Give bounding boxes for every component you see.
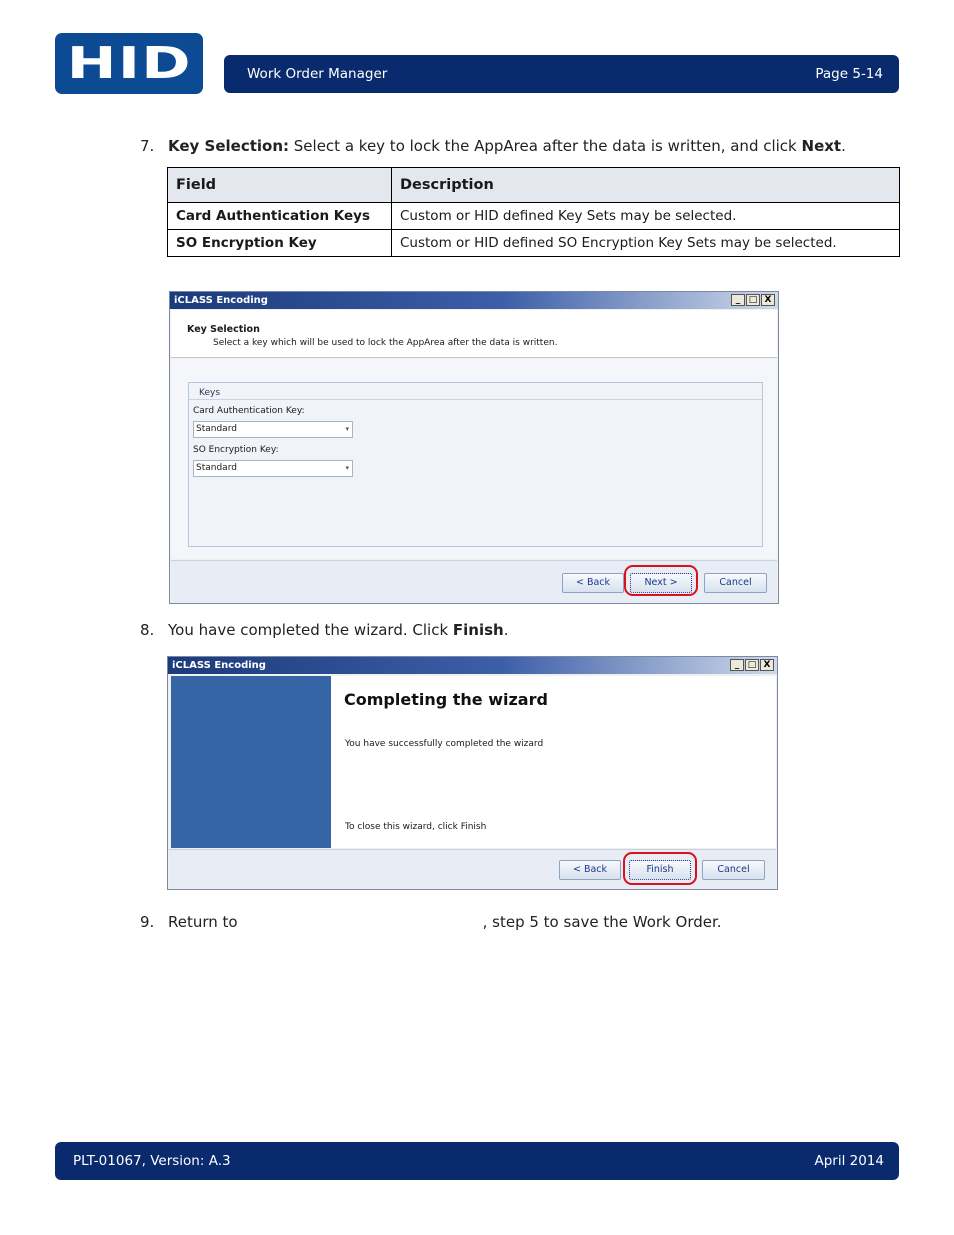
field-table <box>167 167 900 257</box>
table-header-row <box>168 168 900 203</box>
window-title: iCLASS Encoding <box>172 660 266 671</box>
step-number: 8. <box>140 621 155 639</box>
step-tail: . <box>503 621 509 639</box>
wizard-heading: Completing the wizard <box>344 690 548 709</box>
step-8 <box>140 621 509 639</box>
step-action: Finish <box>452 621 504 639</box>
so-encryption-value: Standard <box>196 463 237 473</box>
table-row <box>168 203 900 230</box>
step-text: You have completed the wizard. Click <box>168 621 453 639</box>
next-button[interactable]: Next > <box>630 573 692 593</box>
back-button[interactable]: < Back <box>562 573 624 593</box>
key-selection-window <box>169 291 779 604</box>
hid-logo <box>55 33 203 94</box>
table-header: Field <box>168 168 392 203</box>
keys-group-label: Keys <box>189 383 762 400</box>
table-cell-description: Custom or HID defined SO Encryption Key Sets may be selected. <box>392 230 900 257</box>
header-bar <box>224 55 899 93</box>
doc-date: April 2014 <box>814 1153 884 1169</box>
card-auth-select[interactable] <box>193 421 353 438</box>
table-row <box>168 230 900 257</box>
step-text-before: Return to <box>168 913 238 931</box>
table-cell-field: SO Encryption Key <box>168 230 392 257</box>
window-titlebar <box>170 292 778 309</box>
step-lead: Key Selection: <box>168 137 290 155</box>
table-cell-description: Custom or HID defined Key Sets may be selected. <box>392 203 900 230</box>
footer-bar <box>55 1142 899 1180</box>
maximize-icon[interactable]: □ <box>746 294 760 306</box>
finish-highlight <box>623 852 697 885</box>
step-number: 7. <box>140 137 155 155</box>
wizard-button-bar <box>169 849 776 889</box>
doc-title: Work Order Manager <box>247 66 388 82</box>
wizard-body <box>171 359 777 559</box>
back-button[interactable]: < Back <box>559 860 621 880</box>
table-cell-field: Card Authentication Keys <box>168 203 392 230</box>
step-7 <box>140 137 846 155</box>
wizard-side-panel <box>171 676 331 848</box>
success-text: You have successfully completed the wizard <box>345 739 544 749</box>
finish-button[interactable]: Finish <box>629 860 691 880</box>
card-auth-value: Standard <box>196 424 237 434</box>
window-titlebar <box>168 657 777 674</box>
close-icon[interactable]: X <box>760 659 774 671</box>
completing-wizard-window <box>167 656 778 890</box>
keys-group <box>188 382 763 547</box>
so-encryption-select[interactable] <box>193 460 353 477</box>
cancel-button[interactable]: Cancel <box>704 573 767 593</box>
wizard-subtext: Select a key which will be used to lock the AppArea after the data is written. <box>213 338 558 348</box>
chevron-down-icon: ▾ <box>345 464 349 472</box>
page-label: Page 5-14 <box>815 66 883 82</box>
cancel-button[interactable]: Cancel <box>702 860 765 880</box>
close-instruction-text: To close this wizard, click Finish <box>345 822 487 832</box>
step-text: Select a key to lock the AppArea after the data is written, and click <box>289 137 802 155</box>
close-icon[interactable]: X <box>761 294 775 306</box>
doc-id: PLT-01067, Version: A.3 <box>73 1153 231 1169</box>
logo-text: HID <box>66 38 192 89</box>
wizard-content-panel <box>331 676 776 848</box>
card-auth-label: Card Authentication Key: <box>193 406 305 416</box>
step-text-after: , step 5 to save the Work Order. <box>482 913 722 931</box>
step-9 <box>140 913 840 931</box>
wizard-button-bar <box>171 560 777 603</box>
next-highlight <box>624 565 698 596</box>
table-header: Description <box>392 168 900 203</box>
step-number: 9. <box>140 913 155 931</box>
step-tail: . <box>841 137 846 155</box>
window-title: iCLASS Encoding <box>174 295 268 306</box>
maximize-icon[interactable]: □ <box>745 659 759 671</box>
wizard-heading: Key Selection <box>187 324 260 335</box>
chevron-down-icon: ▾ <box>345 425 349 433</box>
so-encryption-label: SO Encryption Key: <box>193 445 279 455</box>
wizard-header-panel <box>171 310 777 358</box>
step-action: Next <box>801 137 842 155</box>
minimize-icon[interactable]: _ <box>730 659 744 671</box>
minimize-icon[interactable]: _ <box>731 294 745 306</box>
